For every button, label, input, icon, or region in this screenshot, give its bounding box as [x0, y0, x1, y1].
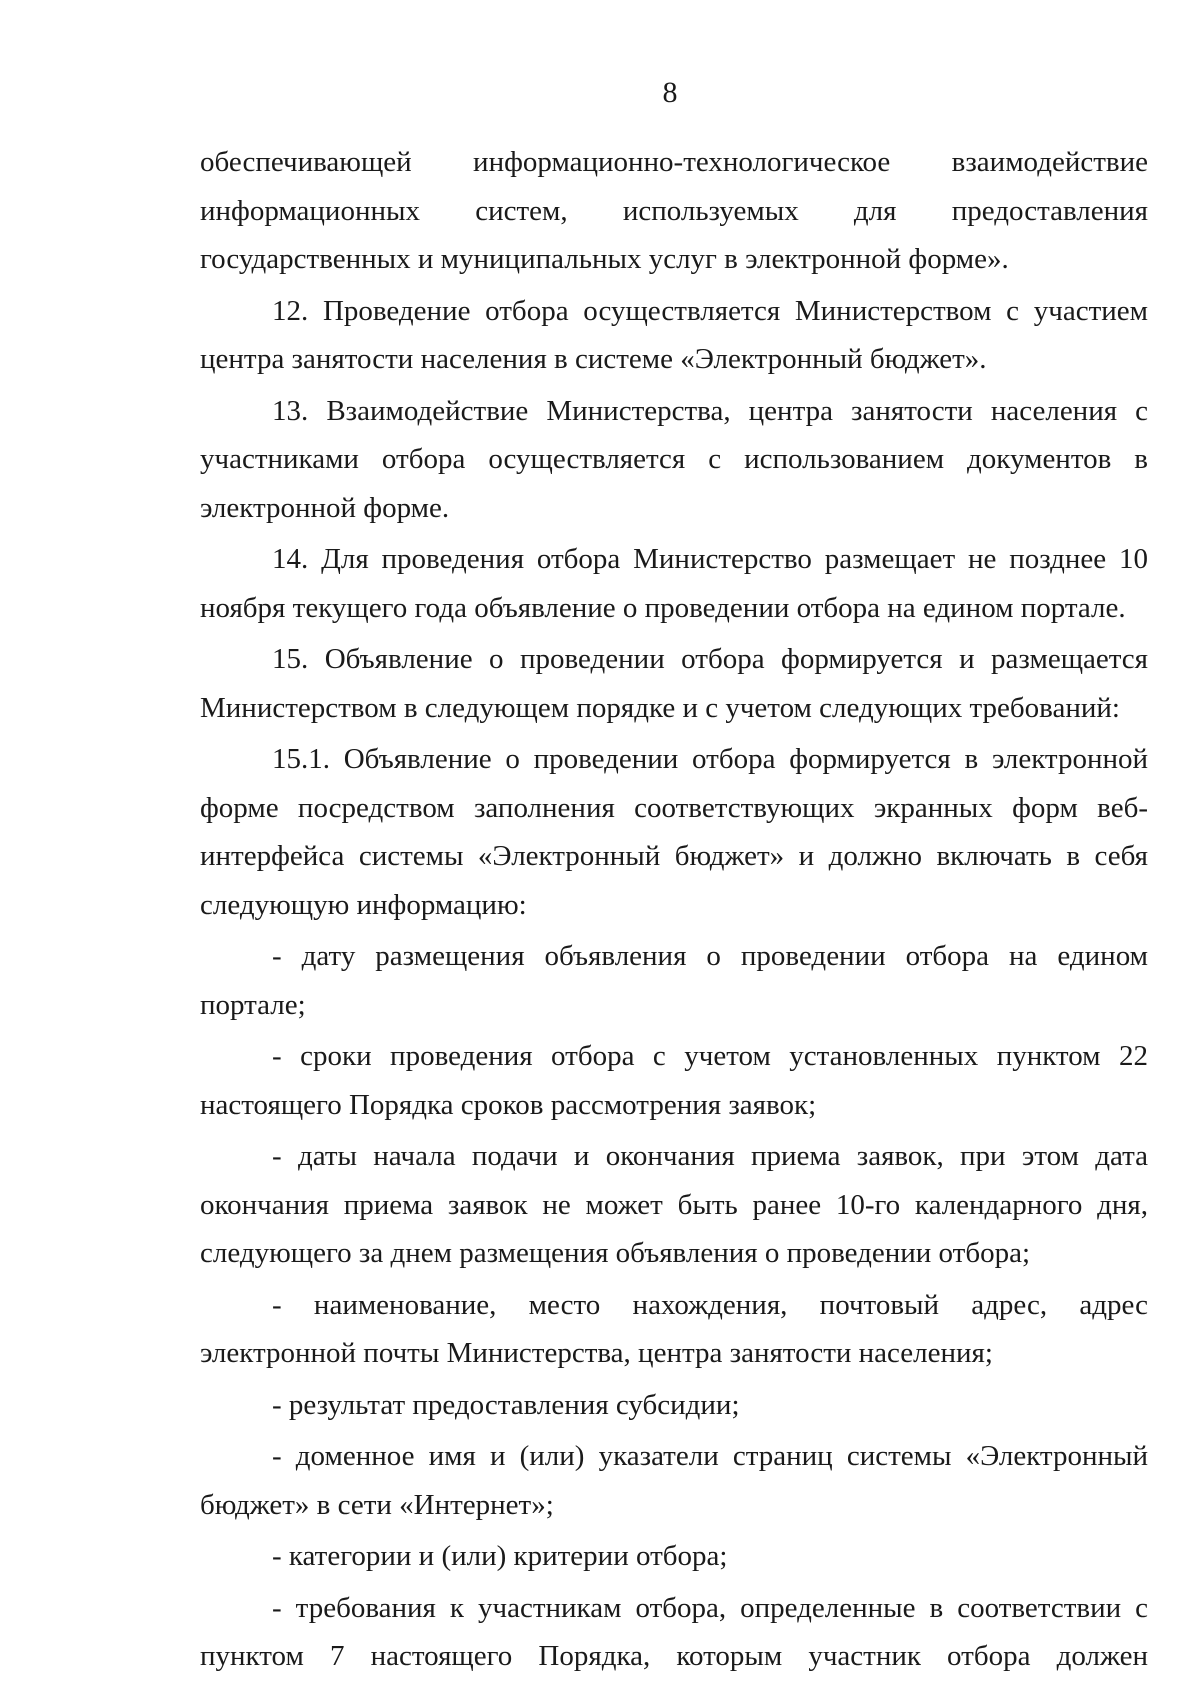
paragraph-item-15: 15. Объявление о проведении отбора формируется и размещается Министерством в следующем порядке и с учетом следующих требований:: [200, 643, 1148, 724]
list-item-subsidy-result: - результат предоставления субсидии;: [272, 1388, 740, 1421]
list-item-application-dates: - даты начала подачи и окончания приема заявок, при этом дата окончания приема заявок не может быть ранее 10-го календарного дня, следующего за днем размещения объявления о проведении отбора;: [200, 1140, 1148, 1269]
list-item-participant-requirements: - требования к участникам отбора, определенные в соответствии с пунктом 7 настоящего Порядка, которым участник отбора должен: [200, 1591, 1148, 1672]
paragraph-continuation: обеспечивающей информационно-технологическое взаимодействие информационных систем, используемых для предоставления государственных и муниципальных услуг в электронной форме».: [200, 146, 1148, 275]
list-item-criteria: - категории и (или) критерии отбора;: [272, 1540, 728, 1572]
paragraph-item-14: 14. Для проведения отбора Министерство размещает не позднее 10 ноября текущего года объявление о проведении отбора на едином портале.: [200, 543, 1148, 624]
list-item-selection-terms: - сроки проведения отбора с учетом установленных пунктом 22 настоящего Порядка сроков рассмотрения заявок;: [200, 1040, 1148, 1121]
paragraph-item-15-1: 15.1. Объявление о проведении отбора формируется в электронной форме посредством заполнения соответствующих экранных форм веб-интерфейса системы «Электронный бюджет» и должно включать в себя следующую информацию:: [200, 743, 1148, 921]
paragraph-item-13: 13. Взаимодействие Министерства, центра занятости населения с участниками отбора осуществляется с использованием документов в электронной форме.: [200, 394, 1148, 524]
list-item-domain-name: - доменное имя и (или) указатели страниц системы «Электронный бюджет» в сети «Интернет»;: [200, 1440, 1148, 1521]
document-body: [200, 138, 1148, 1684]
list-item-contacts: - наименование, место нахождения, почтовый адрес, адрес электронной почты Министерства, центра занятости населения;: [200, 1288, 1148, 1369]
paragraph-item-12: 12. Проведение отбора осуществляется Министерством с участием центра занятости населения в системе «Электронный бюджет».: [200, 294, 1148, 375]
page-number: 8: [662, 76, 678, 109]
list-item-publication-date: - дату размещения объявления о проведении отбора на едином портале;: [200, 940, 1148, 1021]
